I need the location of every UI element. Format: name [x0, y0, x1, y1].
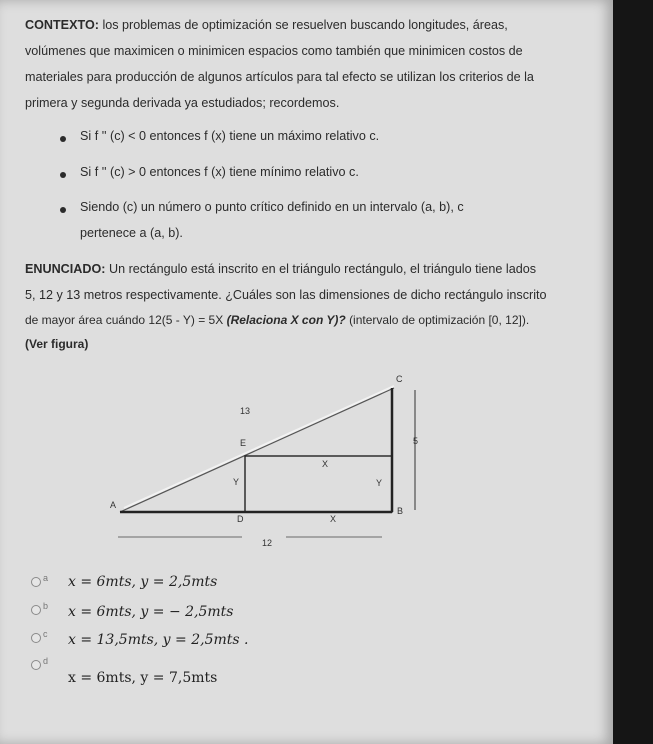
hypotenuse-line [120, 388, 394, 512]
context-line-2: volúmenes que maximicen o minimicen espacios como también que minimicen costos de [25, 44, 523, 58]
dark-side-panel [613, 0, 653, 744]
hypotenuse-highlight [124, 386, 394, 508]
base-length-label: 12 [262, 538, 273, 548]
statement-line-2: 5, 12 y 13 metros respectivamente. ¿Cuáles son las dimensiones de dicho rectángulo inscrito [25, 288, 547, 302]
option-c-text[interactable]: x = 13,5mts, y = 2,5mts . [68, 632, 249, 648]
context-line-3: materiales para producción de algunos artículos para tal efecto se utilizan los criterios de la [25, 70, 534, 84]
context-text-1: los problemas de optimización se resuelven buscando longitudes, áreas, [102, 18, 508, 32]
bullet-item-3-cont: pertenece a (a, b). [80, 226, 183, 240]
rect-width-label: X [322, 459, 329, 469]
option-b-text[interactable]: x = 6mts, y = − 2,5mts [68, 604, 234, 620]
vertex-label-c: C [396, 374, 403, 384]
triangle-figure [100, 362, 440, 562]
option-d-letter: d [43, 656, 49, 666]
rect-right-height-label: Y [376, 478, 383, 488]
statement-interval: (intervalo de optimización [0, 12]). [349, 313, 530, 327]
vertex-label-e: E [240, 438, 247, 448]
vertex-label-d: D [237, 514, 244, 524]
statement-text-3-pre: de mayor área cuándo 12(5 - Y) = 5X [25, 313, 224, 327]
bullet-dot-2 [60, 172, 66, 178]
bullet-item-1: Si f '' (c) < 0 entonces f (x) tiene un máximo relativo c. [80, 129, 380, 143]
bullet-item-2: Si f '' (c) > 0 entonces f (x) tiene mínimo relativo c. [80, 165, 359, 179]
statement-text-1: Un rectángulo está inscrito en el triángulo rectángulo, el triángulo tiene lados [108, 262, 537, 276]
vertex-label-a: A [110, 500, 117, 510]
option-b-radio[interactable] [31, 605, 41, 615]
option-a-text[interactable]: x = 6mts, y = 2,5mts [68, 574, 218, 590]
vertex-label-b: B [397, 506, 404, 516]
inscribed-rectangle [245, 456, 392, 512]
context-label: CONTEXTO: [25, 18, 99, 32]
option-c-radio[interactable] [31, 633, 41, 643]
statement-line-3 [25, 313, 529, 328]
bullet-dot-1 [60, 136, 66, 142]
option-a-radio[interactable] [31, 577, 41, 587]
height-label: 5 [413, 436, 419, 446]
bullet-dot-3 [60, 207, 66, 213]
context-line-4: primera y segunda derivada ya estudiados; recordemos. [25, 96, 340, 110]
hypotenuse-label: 13 [240, 406, 251, 416]
rect-left-height-label: Y [233, 477, 240, 487]
option-b-letter: b [43, 601, 49, 611]
option-d-radio[interactable] [31, 660, 41, 670]
option-a-letter: a [43, 573, 49, 583]
statement-relation-note: (Relaciona X con Y)? [226, 313, 346, 327]
figure-note: (Ver figura) [25, 337, 89, 351]
statement-line-1 [25, 262, 536, 277]
option-c-letter: c [43, 629, 48, 639]
bullet-item-3: Siendo (c) un número o punto crítico definido en un intervalo (a, b), c [80, 200, 464, 214]
context-line-1 [25, 18, 508, 33]
option-d-text[interactable]: x = 6mts, y = 7,5mts [68, 670, 218, 686]
statement-label: ENUNCIADO: [25, 262, 106, 276]
base-right-label: X [330, 514, 337, 524]
